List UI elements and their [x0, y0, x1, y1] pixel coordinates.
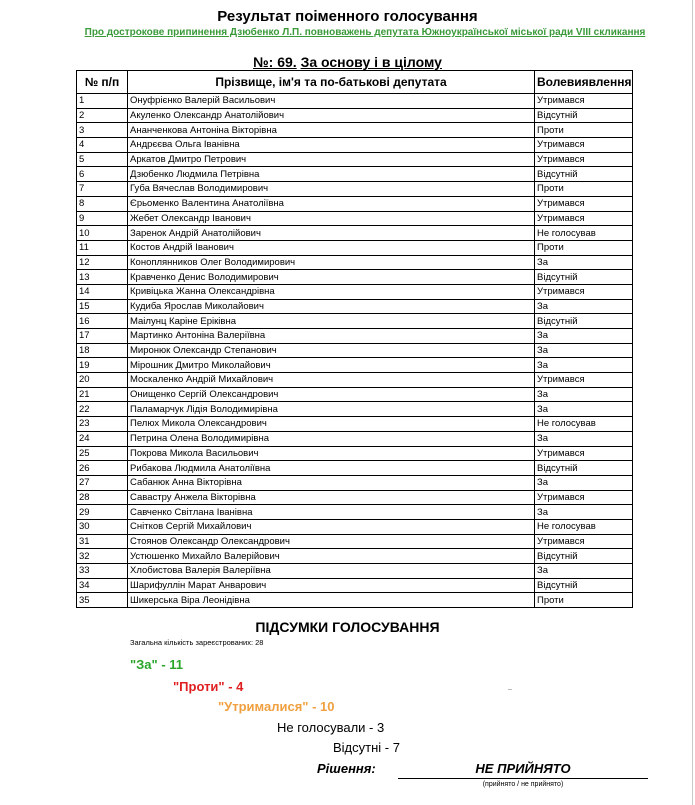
- table-row: [77, 299, 633, 314]
- table-row: [77, 226, 633, 241]
- vote-choice: За: [535, 329, 633, 344]
- vote-choice: Відсутній: [535, 549, 633, 564]
- deputy-name: Паламарчук Лідія Володимирівна: [128, 402, 535, 417]
- vote-choice: Утримався: [535, 138, 633, 153]
- vote-choice: Відсутній: [535, 108, 633, 123]
- table-row: [77, 240, 633, 255]
- deputy-name: Онищенко Сергій Олександрович: [128, 387, 535, 402]
- table-row: [77, 123, 633, 138]
- table-row: [77, 475, 633, 490]
- vote-choice: Відсутній: [535, 578, 633, 593]
- vote-choice: За: [535, 358, 633, 373]
- table-row: [77, 152, 633, 167]
- deputy-name: Губа Вячеслав Володимирович: [128, 182, 535, 197]
- row-number: 32: [77, 549, 128, 564]
- table-row: [77, 549, 633, 564]
- row-number: 17: [77, 329, 128, 344]
- row-number: 26: [77, 461, 128, 476]
- deputy-name: Сабанюк Анна Вікторівна: [128, 475, 535, 490]
- row-number: 35: [77, 593, 128, 608]
- deputy-name: Коноплянников Олег Володимирович: [128, 255, 535, 270]
- table-row: [77, 461, 633, 476]
- table-row: [77, 284, 633, 299]
- decision-underline: [398, 778, 648, 779]
- deputy-name: Аркатов Дмитро Петрович: [128, 152, 535, 167]
- row-number: 25: [77, 446, 128, 461]
- deputy-name: Покрова Микола Васильович: [128, 446, 535, 461]
- header-number: № п/п: [77, 71, 128, 94]
- deputy-name: Устюшенко Михайло Валерійович: [128, 549, 535, 564]
- row-number: 21: [77, 387, 128, 402]
- row-number: 22: [77, 402, 128, 417]
- vote-choice: За: [535, 505, 633, 520]
- summary-ne-holosuvaly: Не голосували - 3: [277, 720, 385, 735]
- table-header-row: [77, 71, 633, 94]
- vote-choice: Утримався: [535, 152, 633, 167]
- table-row: [77, 211, 633, 226]
- row-number: 11: [77, 240, 128, 255]
- table-row: [77, 402, 633, 417]
- vote-choice: Утримався: [535, 373, 633, 388]
- summary-za: "За" - 11: [130, 657, 183, 672]
- deputy-name: Хлобистова Валерія Валеріївна: [128, 564, 535, 579]
- deputy-name: Петрина Олена Володимирівна: [128, 431, 535, 446]
- deputy-name: Мартинко Антоніна Валеріївна: [128, 329, 535, 344]
- row-number: 5: [77, 152, 128, 167]
- table-body: [77, 94, 633, 608]
- table-row: [77, 167, 633, 182]
- vote-choice: Відсутній: [535, 314, 633, 329]
- vote-name: За основу і в цілому: [300, 54, 442, 70]
- vote-choice: Утримався: [535, 196, 633, 211]
- deputy-name: Акуленко Олександр Анатолійович: [128, 108, 535, 123]
- table-row: [77, 505, 633, 520]
- vote-choice: Не голосував: [535, 519, 633, 534]
- row-number: 19: [77, 358, 128, 373]
- registered-count: Загальна кількість зареєстрованих: 28: [130, 638, 264, 647]
- row-number: 23: [77, 417, 128, 432]
- stray-mark: [508, 689, 512, 690]
- row-number: 24: [77, 431, 128, 446]
- row-number: 8: [77, 196, 128, 211]
- table-row: [77, 314, 633, 329]
- vote-choice: Утримався: [535, 534, 633, 549]
- vote-choice: Не голосував: [535, 417, 633, 432]
- header-vote: Волевиявлення: [535, 71, 633, 94]
- summary-title: ПІДСУМКИ ГОЛОСУВАННЯ: [255, 619, 440, 635]
- vote-choice: За: [535, 475, 633, 490]
- row-number: 10: [77, 226, 128, 241]
- table-row: [77, 519, 633, 534]
- row-number: 14: [77, 284, 128, 299]
- deputy-name: Снітков Сергій Михайлович: [128, 519, 535, 534]
- deputy-name: Онуфрієнко Валерій Васильович: [128, 94, 535, 109]
- deputy-name: Костов Андрій Іванович: [128, 240, 535, 255]
- vote-choice: За: [535, 255, 633, 270]
- row-number: 1: [77, 94, 128, 109]
- deputy-name: Стоянов Олександр Олександрович: [128, 534, 535, 549]
- vote-choice: Проти: [535, 123, 633, 138]
- table-row: [77, 196, 633, 211]
- deputy-name: Пелюх Микола Олександрович: [128, 417, 535, 432]
- row-number: 33: [77, 564, 128, 579]
- row-number: 18: [77, 343, 128, 358]
- table-row: [77, 373, 633, 388]
- deputy-name: Миронюк Олександр Степанович: [128, 343, 535, 358]
- row-number: 6: [77, 167, 128, 182]
- table-row: [77, 446, 633, 461]
- row-number: 31: [77, 534, 128, 549]
- row-number: 27: [77, 475, 128, 490]
- row-number: 34: [77, 578, 128, 593]
- table-row: [77, 94, 633, 109]
- deputy-name: Шарифуллін Марат Анварович: [128, 578, 535, 593]
- summary-utrymalysia: "Утрималися" - 10: [218, 699, 335, 714]
- deputy-name: Шикерська Віра Леонідівна: [128, 593, 535, 608]
- vote-choice: Відсутній: [535, 461, 633, 476]
- row-number: 15: [77, 299, 128, 314]
- table-row: [77, 108, 633, 123]
- header-name: Прізвище, ім'я та по-батькові депутата: [128, 71, 535, 94]
- table-row: [77, 578, 633, 593]
- vote-number: №: 69.: [253, 54, 297, 70]
- vote-choice: Утримався: [535, 211, 633, 226]
- row-number: 9: [77, 211, 128, 226]
- table-row: [77, 564, 633, 579]
- decision-hint: (прийнято / не прийнято): [482, 781, 564, 788]
- deputy-name: Рибакова Людмила Анатоліївна: [128, 461, 535, 476]
- deputy-name: Ананченкова Антоніна Вікторівна: [128, 123, 535, 138]
- vote-choice: Утримався: [535, 490, 633, 505]
- vote-choice: За: [535, 431, 633, 446]
- deputy-name: Дзюбенко Людмила Петрівна: [128, 167, 535, 182]
- table-row: [77, 270, 633, 285]
- vote-choice: Не голосував: [535, 226, 633, 241]
- vote-choice: Проти: [535, 593, 633, 608]
- vote-heading: [0, 54, 695, 70]
- row-number: 2: [77, 108, 128, 123]
- deputy-name: Жебет Олександр Іванович: [128, 211, 535, 226]
- deputy-name: Савченко Світлана Іванівна: [128, 505, 535, 520]
- vote-choice: За: [535, 402, 633, 417]
- summary-proty: "Проти" - 4: [173, 679, 244, 694]
- deputy-name: Кравченко Денис Володимирович: [128, 270, 535, 285]
- table-row: [77, 255, 633, 270]
- row-number: 28: [77, 490, 128, 505]
- deputy-name: Заренок Андрій Анатолійович: [128, 226, 535, 241]
- table-row: [77, 417, 633, 432]
- table-row: [77, 593, 633, 608]
- vote-choice: За: [535, 564, 633, 579]
- table-row: [77, 358, 633, 373]
- vote-choice: Утримався: [535, 284, 633, 299]
- page-edge: [692, 0, 693, 805]
- vote-choice: За: [535, 299, 633, 314]
- deputy-name: Єрьоменко Валентина Анатоліївна: [128, 196, 535, 211]
- page-title: Результат поіменного голосування: [217, 8, 478, 25]
- table-row: [77, 387, 633, 402]
- deputy-name: Кудиба Ярослав Миколайович: [128, 299, 535, 314]
- vote-choice: Утримався: [535, 94, 633, 109]
- table-row: [77, 182, 633, 197]
- row-number: 30: [77, 519, 128, 534]
- row-number: 3: [77, 123, 128, 138]
- vote-choice: За: [535, 343, 633, 358]
- table-row: [77, 431, 633, 446]
- vote-choice: Відсутній: [535, 167, 633, 182]
- row-number: 12: [77, 255, 128, 270]
- deputy-name: Андрєєва Ольга Іванівна: [128, 138, 535, 153]
- vote-choice: Проти: [535, 240, 633, 255]
- summary-vidsutni: Відсутні - 7: [333, 740, 400, 755]
- row-number: 7: [77, 182, 128, 197]
- decision-value: НЕ ПРИЙНЯТО: [475, 761, 571, 776]
- resolution-subtitle: Про дострокове припинення Дзюбенко Л.П. повноважень депутата Южноукраїнської міської ради VIII скликання: [84, 27, 646, 38]
- deputy-name: Маілунц Каріне Еріківна: [128, 314, 535, 329]
- table-row: [77, 138, 633, 153]
- vote-choice: Утримався: [535, 446, 633, 461]
- deputy-name: Кривіцька Жанна Олександрівна: [128, 284, 535, 299]
- row-number: 29: [77, 505, 128, 520]
- vote-choice: Відсутній: [535, 270, 633, 285]
- table-row: [77, 329, 633, 344]
- row-number: 4: [77, 138, 128, 153]
- table-row: [77, 343, 633, 358]
- row-number: 16: [77, 314, 128, 329]
- row-number: 13: [77, 270, 128, 285]
- table-row: [77, 534, 633, 549]
- deputy-name: Москаленко Андрій Михайлович: [128, 373, 535, 388]
- deputy-name: Савастру Анжела Вікторівна: [128, 490, 535, 505]
- votes-table: [76, 70, 633, 608]
- vote-choice: За: [535, 387, 633, 402]
- vote-choice: Проти: [535, 182, 633, 197]
- decision-label: Рішення:: [317, 761, 376, 776]
- row-number: 20: [77, 373, 128, 388]
- deputy-name: Мірошник Дмитро Миколайович: [128, 358, 535, 373]
- table-row: [77, 490, 633, 505]
